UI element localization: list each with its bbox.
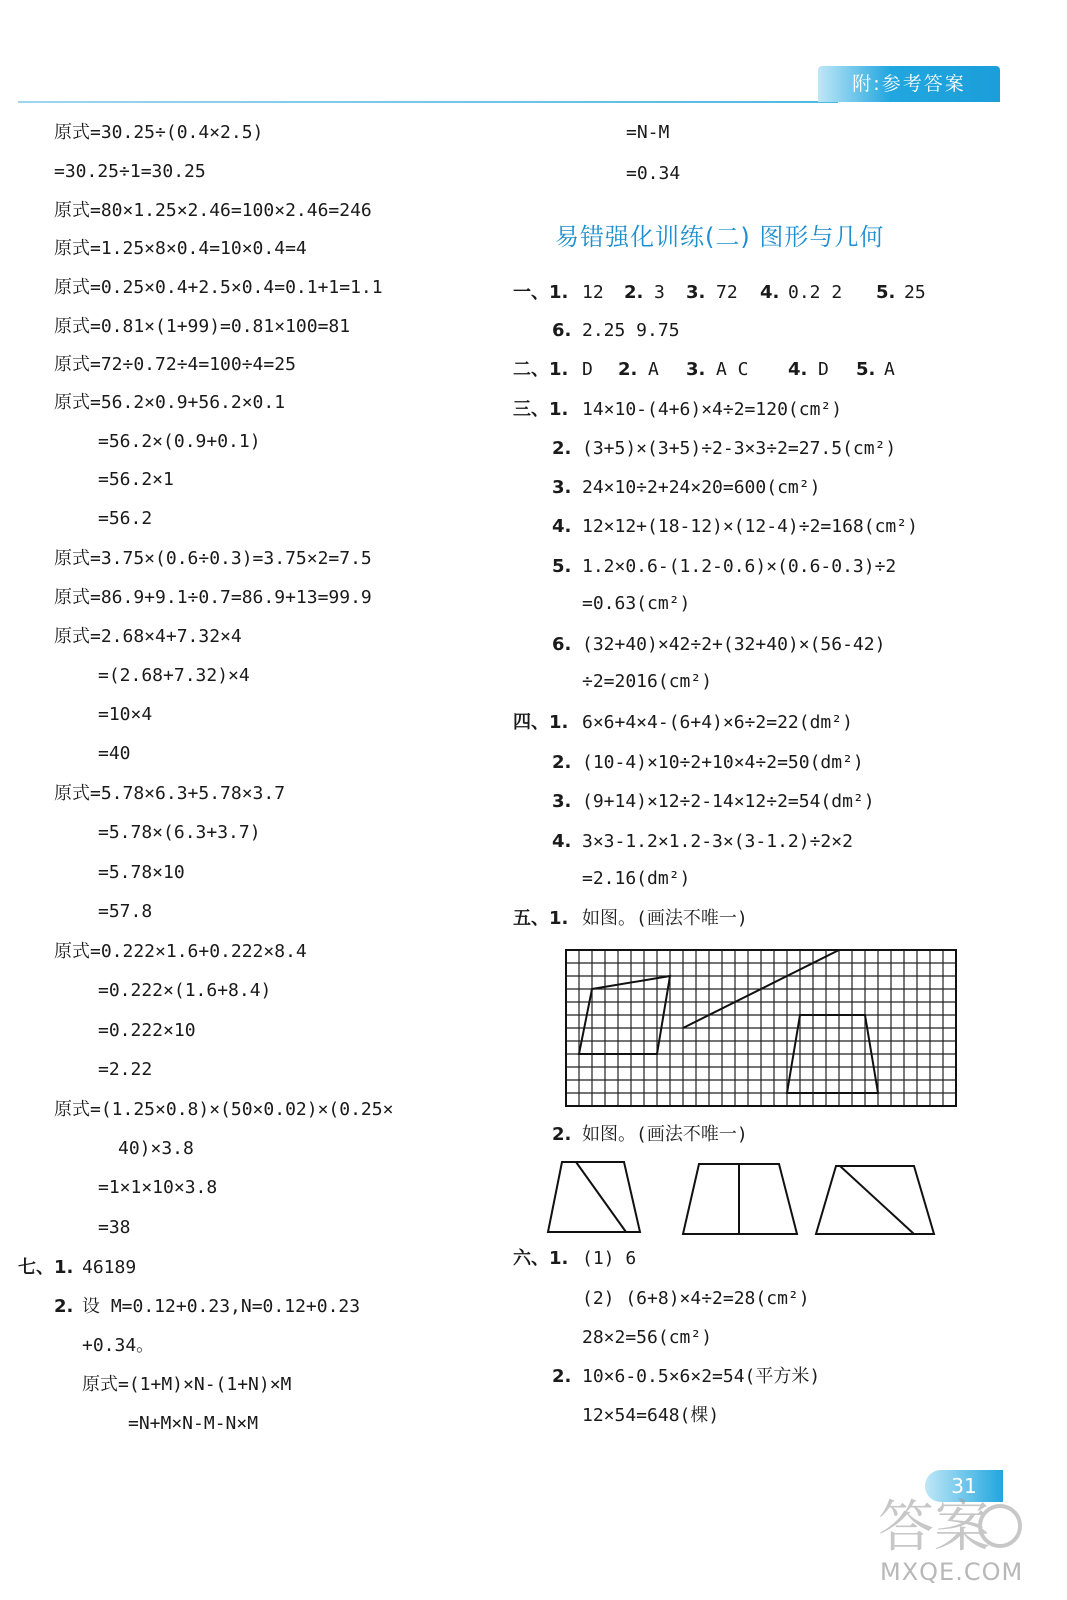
- calc-line: =30.25÷1=30.25: [54, 161, 206, 182]
- calc-line: =38: [98, 1217, 131, 1238]
- answer: 12: [582, 282, 604, 303]
- calc-line: 原式=72÷0.72÷4=100÷4=25: [54, 354, 296, 375]
- calc-line: 原式=1.25×8×0.4=10×0.4=4: [54, 238, 307, 259]
- calc-line: 原式=86.9+9.1÷0.7=86.9+13=99.9: [54, 587, 372, 608]
- answer: 如图。(画法不唯一): [582, 1124, 748, 1145]
- answer-num: 3.: [552, 477, 572, 498]
- page-number: 31: [925, 1470, 1003, 1502]
- answer-num: 5.: [876, 282, 896, 303]
- answer-num: 4.: [552, 831, 572, 852]
- svg-text:答案: 答案: [878, 1495, 990, 1560]
- answer: 28×2=56(cm²): [582, 1327, 713, 1348]
- answer: (10-4)×10÷2+10×4÷2=50(dm²): [582, 752, 864, 773]
- calc-line: =0.34: [626, 163, 681, 184]
- answer-num: 4.: [788, 359, 808, 380]
- answer: (3+5)×(3+5)÷2-3×3÷2=27.5(cm²): [582, 438, 897, 459]
- calc-line: 原式=0.222×1.6+0.222×8.4: [54, 941, 307, 962]
- calc-line: =1×1×10×3.8: [98, 1177, 218, 1198]
- answer: 25: [904, 282, 926, 303]
- trapezoid-figure-1: [546, 1160, 642, 1236]
- answer: 24×10÷2+24×20=600(cm²): [582, 477, 821, 498]
- calc-line: =56.2: [98, 508, 153, 529]
- answer: (9+14)×12÷2-14×12÷2=54(dm²): [582, 791, 875, 812]
- answer: 如图。(画法不唯一): [582, 908, 748, 929]
- calc-line: 原式=0.81×(1+99)=0.81×100=81: [54, 316, 351, 337]
- q2-label: 二、1.: [513, 359, 569, 380]
- calc-line: =0.222×(1.6+8.4): [98, 980, 272, 1001]
- grid-figure: [566, 950, 956, 1108]
- answer-num: 4.: [760, 282, 780, 303]
- grid-lines: [566, 950, 956, 1106]
- answer: A C: [716, 359, 749, 380]
- answer-num: 2.: [624, 282, 644, 303]
- calc-line: 原式=56.2×0.9+56.2×0.1: [54, 392, 286, 413]
- header-rule: [18, 101, 838, 103]
- trapezoid-figure-2: [681, 1162, 799, 1236]
- q5-label: 五、1.: [513, 908, 569, 929]
- watermark-text: MXQE.COM: [880, 1558, 1024, 1586]
- q7-line: 原式=(1+M)×N-(1+N)×M: [82, 1374, 292, 1395]
- answer: =0.63(cm²): [582, 593, 691, 614]
- q7-line: 设 M=0.12+0.23,N=0.12+0.23: [82, 1296, 361, 1317]
- answer: 72: [716, 282, 738, 303]
- answer-num: 2.: [552, 1124, 572, 1145]
- answer-num: 5.: [552, 556, 572, 577]
- calc-line: =5.78×10: [98, 862, 185, 883]
- q4-label: 四、1.: [513, 712, 569, 733]
- calc-line: =10×4: [98, 704, 153, 725]
- answer: 1.2×0.6-(1.2-0.6)×(0.6-0.3)÷2: [582, 556, 897, 577]
- trapezoid-figure-3: [814, 1164, 936, 1236]
- answer: ÷2=2016(cm²): [582, 671, 713, 692]
- answer-num: 3.: [686, 359, 706, 380]
- answer-num: 3.: [552, 791, 572, 812]
- q1-6-label: 6.: [552, 320, 572, 341]
- q7-label-2: 2.: [54, 1296, 74, 1317]
- q3-label: 三、1.: [513, 399, 569, 420]
- q7-line: +0.34。: [82, 1335, 155, 1356]
- answer: (32+40)×42÷2+(32+40)×(56-42): [582, 634, 886, 655]
- answer-num: 2.: [552, 438, 572, 459]
- calc-line: =56.2×1: [98, 469, 174, 490]
- calc-line: 原式=80×1.25×2.46=100×2.46=246: [54, 200, 372, 221]
- answer: =2.16(dm²): [582, 868, 691, 889]
- answer: A: [648, 359, 659, 380]
- header-tab: 附:参考答案: [818, 66, 1000, 102]
- calc-line: 原式=5.78×6.3+5.78×3.7: [54, 783, 286, 804]
- answer-num: 2.: [552, 1366, 572, 1387]
- answer-num: 3.: [686, 282, 706, 303]
- answer: 6×6+4×4-(6+4)×6÷2=22(dm²): [582, 712, 853, 733]
- calc-line: 原式=30.25÷(0.4×2.5): [54, 122, 264, 143]
- answer-num: 6.: [552, 634, 572, 655]
- answer: 12×12+(18-12)×(12-4)÷2=168(cm²): [582, 516, 918, 537]
- calc-line: =5.78×(6.3+3.7): [98, 822, 261, 843]
- calc-line: 原式=(1.25×0.8)×(50×0.02)×(0.25×: [54, 1099, 394, 1120]
- calc-line: =N-M: [626, 122, 670, 143]
- calc-line: =57.8: [98, 901, 153, 922]
- answer: 12×54=648(棵): [582, 1405, 720, 1426]
- calc-line: 原式=2.68×4+7.32×4: [54, 626, 242, 647]
- calc-line: 原式=3.75×(0.6÷0.3)=3.75×2=7.5: [54, 548, 372, 569]
- calc-line: =0.222×10: [98, 1020, 196, 1041]
- answer: 0.2 2: [788, 282, 843, 303]
- calc-line: 原式=0.25×0.4+2.5×0.4=0.1+1=1.1: [54, 277, 383, 298]
- answer: 14×10-(4+6)×4÷2=120(cm²): [582, 399, 843, 420]
- answer: 10×6-0.5×6×2=54(平方米): [582, 1366, 821, 1387]
- answer-num: 2.: [552, 752, 572, 773]
- q6-label: 六、1.: [513, 1248, 569, 1269]
- section-title: 易错强化训练(二) 图形与几何: [555, 223, 885, 251]
- calc-line: =(2.68+7.32)×4: [98, 665, 250, 686]
- answer: 3×3-1.2×1.2-3×(3-1.2)÷2×2: [582, 831, 853, 852]
- answer: A: [884, 359, 895, 380]
- answer: (1) 6: [582, 1248, 637, 1269]
- answer: 3: [654, 282, 665, 303]
- calc-line: 40)×3.8: [118, 1138, 194, 1159]
- calc-line: =40: [98, 743, 131, 764]
- calc-line: =2.22: [98, 1059, 153, 1080]
- q7-answer-1: 46189: [82, 1257, 137, 1278]
- answer: (2) (6+8)×4÷2=28(cm²): [582, 1288, 810, 1309]
- answer: D: [818, 359, 829, 380]
- answer-num: 4.: [552, 516, 572, 537]
- answer: 2.25 9.75: [582, 320, 680, 341]
- calc-line: =56.2×(0.9+0.1): [98, 431, 261, 452]
- answer-num: 5.: [856, 359, 876, 380]
- answer: D: [582, 359, 593, 380]
- q7-line: =N+M×N-M-N×M: [128, 1413, 259, 1434]
- q7-label: 七、1.: [18, 1257, 74, 1278]
- q1-label: 一、1.: [513, 282, 569, 303]
- answer-num: 2.: [618, 359, 638, 380]
